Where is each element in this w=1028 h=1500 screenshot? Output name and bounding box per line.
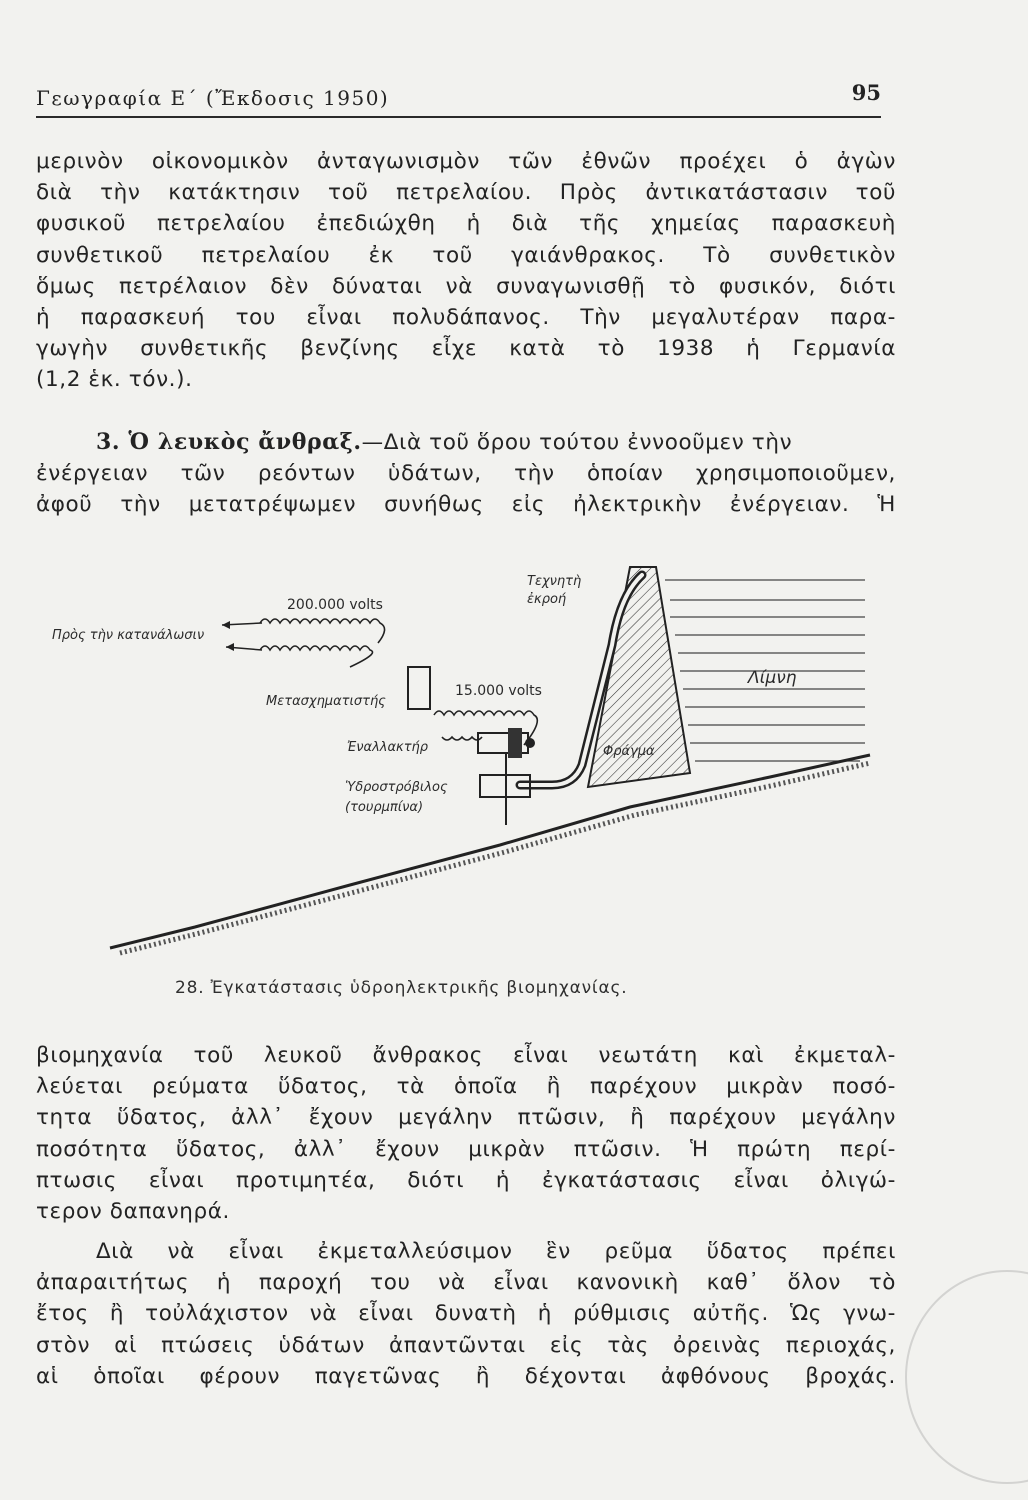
figure-caption: 28. Ἐγκατάστασις ὑδροηλεκτρικῆς βιομηχανίας. [175,978,628,998]
arrow-head-top [222,621,230,629]
label-transmission: Πρὸς τὴν κατανάλωσιν [52,628,205,643]
page-header [36,80,881,118]
text-line: ἔτος ἢ τοὐλάχιστον νὰ εἶναι δυνατὴ ἡ ρύθμισις αὐτῆς. Ὡς γνω- [36,1301,896,1327]
page-number: 95 [851,80,881,105]
figure-labels [52,574,797,815]
text-line: στὸν αἱ πτώσεις ὑδάτων ἀπαντῶνται εἰς τὰς ὀρεινὰς περιοχάς, [36,1332,896,1358]
text-line: Διὰ νὰ εἶναι ἐκμεταλλεύσιμον ἓν ρεῦμα ὕδατος πρέπει [96,1239,896,1264]
paragraph-petroleum [36,146,896,396]
section-heading-continuation: —Διὰ τοῦ ὅρου τούτου ἐννοοῦμεν τὴν [361,430,793,455]
paragraph-requirements [36,1236,896,1392]
text-line: λεύεται ρεύματα ὕδατος, τὰ ὁποῖα ἢ παρέχουν μικρὰν ποσό- [36,1074,896,1100]
label-volts-high: 200.000 volts [287,597,383,613]
running-title: Γεωγραφία Ε΄ (Ἔκδοσις 1950) [36,86,390,110]
paragraph-industry [36,1040,896,1227]
ground-line [110,755,870,948]
power-coils [260,619,537,745]
arrow-head-bottom [226,643,234,651]
label-turbine-line1: Ὑδροστρόβιλος [345,780,448,795]
text-line: ἡ παρασκευή του εἶναι πολυδάπανος. Τὴν μεγαλυτέραν παρα- [36,304,896,330]
library-stamp [905,1270,1028,1484]
text-line: συνθετικοῦ πετρελαίου ἐκ τοῦ γαιάνθρακος. Τὸ συνθετικὸν [36,242,896,268]
text-line: ἐνέργειαν τῶν ρεόντων ὑδάτων, τὴν ὁποίαν χρησιμοποιοῦμεν, [36,461,896,487]
text-line: ποσότητα ὕδατος, ἀλλ᾽ ἔχουν μικρὰν πτῶσιν. Ἡ πρώτη περί- [36,1136,896,1162]
text-line: βιομηχανία τοῦ λευκοῦ ἄνθρακος εἶναι νεωτάτη καὶ ἐκμεταλ- [36,1043,896,1068]
section-first-line [36,427,896,458]
label-dam: Φράγμα [603,744,655,759]
text-line: τητα ὕδατος, ἀλλ᾽ ἔχουν μεγάλην πτῶσιν, ἢ παρέχουν μεγάλην [36,1105,896,1131]
hydroelectric-diagram [30,555,880,965]
label-turbine-line2: (τουρμπίνα) [345,800,424,815]
text-line: πτωσις εἶναι προτιμητέα, διότι ἡ ἐγκατάστασις εἶναι ὀλιγώ- [36,1167,896,1193]
text-line: μερινὸν οἰκονομικὸν ἀνταγωνισμὸν τῶν ἐθνῶν προέχει ὁ ἀγὼν [36,149,896,174]
text-line: τερον δαπανηρά. [36,1198,230,1224]
text-line: ἀφοῦ τὴν μετατρέψωμεν συνήθως εἰς ἠλεκτρικὴν ἐνέργειαν. Ἡ [36,492,896,518]
label-channel-line2: ἐκροή [527,592,567,607]
text-line: ὅμως πετρέλαιον δὲν δύναται νὰ συναγωνισθῇ τὸ φυσικόν, διότι [36,273,896,299]
label-transformer: Μετασχηματιστής [266,694,386,709]
text-line: φυσικοῦ πετρελαίου ἐπεδιώχθη ἡ διὰ τῆς χημείας παρασκευὴ [36,211,896,237]
transformer-box [408,667,430,709]
label-lake: Λίμνη [748,668,797,688]
text-line: αἱ ὁποῖαι φέρουν παγετῶνας ἢ δέχονται ἀφθόνους βροχάς. [36,1363,896,1389]
label-alternator: Ἐναλλακτήρ [347,740,429,755]
label-volts-low: 15.000 volts [455,683,542,699]
text-line: διὰ τὴν κατάκτησιν τοῦ πετρελαίου. Πρὸς ἀντικατάστασιν τοῦ [36,180,896,206]
label-channel-line1: Τεχνητὴ [527,574,582,589]
ground-hatching [120,763,870,953]
hydroelectric-figure [30,555,880,965]
section-heading: 3. Ὁ λευκὸς ἄνθραξ. [96,429,362,455]
text-line: (1,2 ἑκ. τόν.). [36,367,193,393]
text-line: γωγὴν συνθετικῆς βενζίνης εἶχε κατὰ τὸ 1938 ἡ Γερμανία [36,336,896,362]
text-line: ἀπαραιτήτως ἡ παροχή του νὰ εἶναι κανονικὴ καθ᾽ ὅλον τὸ [36,1270,896,1296]
section-white-coal [36,427,896,521]
